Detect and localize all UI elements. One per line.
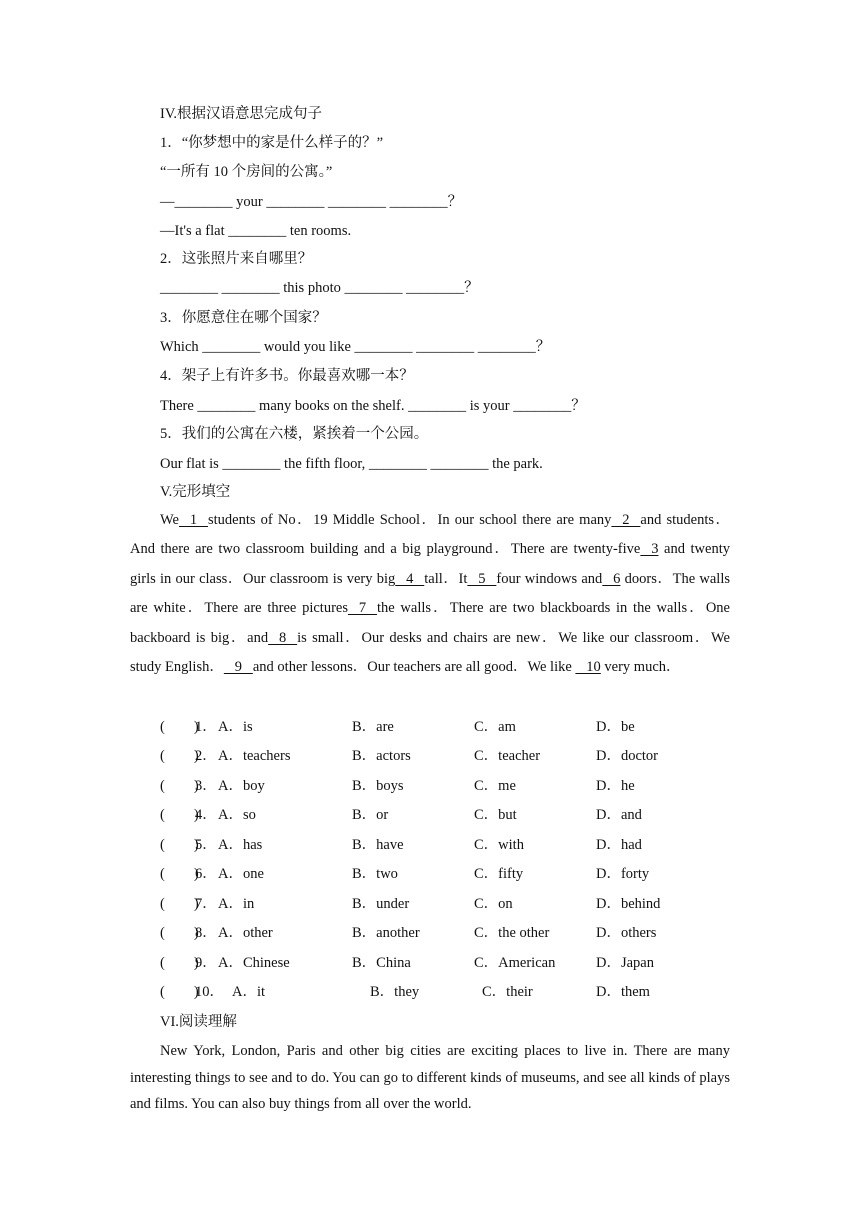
option-d: D．doctor: [596, 748, 659, 764]
passage-text: very much．: [600, 659, 681, 676]
option-a: A．in: [218, 896, 255, 912]
answer-paren[interactable]: ( ): [160, 955, 199, 971]
section-5-title: V.完形填空: [160, 484, 231, 500]
option-d: D．others: [596, 925, 657, 941]
option-d: D．and: [596, 807, 642, 823]
question-number: 5．: [195, 837, 217, 853]
s4-line-10: There ________ many books on the shelf. ________ is your ________？: [160, 398, 586, 414]
reading-passage: [130, 1038, 730, 1118]
option-c: C．the other: [474, 925, 550, 941]
passage-text: four windows and: [496, 570, 603, 587]
passage-text: and twenty girls in our class．Our classroom is very big: [130, 541, 730, 587]
option-c: C．on: [474, 896, 513, 912]
s4-line-5: 2．这张照片来自哪里？: [160, 251, 313, 267]
answer-paren[interactable]: ( ): [160, 866, 199, 882]
question-number: 2．: [195, 748, 217, 764]
question-number: 9．: [195, 955, 217, 971]
blank-10: 10: [575, 659, 601, 676]
question-row: [160, 835, 720, 855]
answer-paren[interactable]: ( ): [160, 925, 199, 941]
option-d: D．behind: [596, 896, 661, 912]
question-number: 7．: [195, 896, 217, 912]
answer-paren[interactable]: ( ): [160, 984, 199, 1000]
passage-text: the walls．There are two blackboards in the walls．One backboard is big．and: [130, 600, 730, 646]
blank-2: 2: [611, 512, 641, 528]
option-b: B．actors: [352, 748, 411, 764]
s4-line-7: 3．你愿意住在哪个国家？: [160, 310, 327, 326]
blank-8: 8: [268, 629, 298, 646]
passage-text: and other lessons．Our teachers are all good．We like: [252, 659, 576, 676]
s4-line-3: —________ your ________ ________ ________？: [160, 194, 463, 210]
option-a: A．is: [218, 719, 253, 735]
blank-3: 3: [640, 541, 659, 558]
cloze-passage: [130, 506, 730, 682]
option-c: C．am: [474, 719, 516, 735]
blank-7: 7: [347, 600, 377, 617]
option-b: B．boys: [352, 778, 404, 794]
passage-text: and students．And there are two classroom building and a big playground．There are twenty-five: [130, 512, 731, 558]
s4-line-11: 5．我们的公寓在六楼，紧挨着一个公园。: [160, 426, 429, 442]
option-b: B．China: [352, 955, 411, 971]
s4-line-1: 1．“你梦想中的家是什么样子的？”: [160, 135, 384, 151]
s4-line-8: Which ________ would you like ________ ________ ________？: [160, 339, 551, 355]
option-b: B．two: [352, 866, 398, 882]
question-number: 6．: [195, 866, 217, 882]
answer-paren[interactable]: ( ): [160, 778, 199, 794]
question-number: 1．: [195, 719, 217, 735]
option-c: C．fifty: [474, 866, 524, 882]
answer-paren[interactable]: ( ): [160, 837, 199, 853]
option-c: C．American: [474, 955, 556, 971]
blank-1: 1: [178, 512, 208, 528]
option-b: B．under: [352, 896, 410, 912]
blank-4: 4: [395, 570, 425, 587]
answer-paren[interactable]: ( ): [160, 807, 199, 823]
question-row: [160, 746, 720, 766]
question-row: [160, 982, 720, 1002]
option-d: D．he: [596, 778, 635, 794]
option-a: A．one: [218, 866, 264, 882]
s4-line-4: —It's a flat ________ ten rooms.: [160, 223, 352, 239]
passage-text: is small．Our desks and chairs are new．We like our classroom．We study English．: [130, 629, 730, 676]
section-4-title: IV.根据汉语意思完成句子: [160, 106, 323, 122]
option-d: D．them: [596, 984, 650, 1000]
question-row: [160, 923, 720, 943]
question-row: [160, 864, 720, 884]
option-a: A．Chinese: [218, 955, 290, 971]
passage-text: doors．The walls are white．There are three pictures: [130, 570, 730, 617]
option-a: A．teachers: [218, 748, 291, 764]
option-c: C．teacher: [474, 748, 541, 764]
option-a: A．it: [232, 984, 266, 1000]
question-number: 4．: [195, 807, 217, 823]
blank-6: 6: [602, 570, 621, 587]
passage-text: tall．It: [424, 570, 468, 587]
option-c: C．their: [482, 984, 533, 1000]
question-row: [160, 776, 720, 796]
s4-line-9: 4．架子上有许多书。你最喜欢哪一本？: [160, 368, 414, 384]
option-c: C．me: [474, 778, 516, 794]
question-number: 10．: [195, 984, 224, 1000]
option-b: B．another: [352, 925, 420, 941]
blank-9: 9: [223, 659, 253, 676]
question-row: [160, 805, 720, 825]
option-a: A．boy: [218, 778, 265, 794]
question-row: [160, 894, 720, 914]
question-number: 8．: [195, 925, 217, 941]
answer-paren[interactable]: ( ): [160, 896, 199, 912]
passage-text: students of No．19 Middle School．In our school there are many: [207, 512, 612, 528]
passage-text: We: [160, 512, 179, 528]
option-b: B．are: [352, 719, 394, 735]
reading-text: New York, London, Paris and other big cities are exciting places to live in. There are many interesting things to see and to do. You can go to different kinds of museums, and see all kinds of plays and films. You can also buy things from all over the world.: [130, 1043, 730, 1112]
question-number: 3．: [195, 778, 217, 794]
option-a: A．other: [218, 925, 273, 941]
option-b: B．they: [370, 984, 420, 1000]
option-b: B．or: [352, 807, 389, 823]
option-d: D．Japan: [596, 955, 654, 971]
answer-paren[interactable]: ( ): [160, 719, 199, 735]
option-a: A．so: [218, 807, 256, 823]
s4-line-2: “一所有 10 个房间的公寓。”: [160, 164, 333, 180]
option-c: C．but: [474, 807, 517, 823]
blank-5: 5: [467, 570, 497, 587]
option-d: D．be: [596, 719, 635, 735]
option-a: A．has: [218, 837, 263, 853]
option-d: D．had: [596, 837, 642, 853]
section-6-title: VI.阅读理解: [160, 1014, 237, 1030]
option-b: B．have: [352, 837, 404, 853]
option-d: D．forty: [596, 866, 650, 882]
s4-line-6: ________ ________ this photo ________ ________？: [160, 280, 479, 296]
question-row: [160, 953, 720, 973]
s4-line-12: Our flat is ________ the fifth floor, ________ ________ the park.: [160, 456, 543, 472]
option-c: C．with: [474, 837, 524, 853]
question-row: [160, 717, 720, 737]
answer-paren[interactable]: ( ): [160, 748, 199, 764]
